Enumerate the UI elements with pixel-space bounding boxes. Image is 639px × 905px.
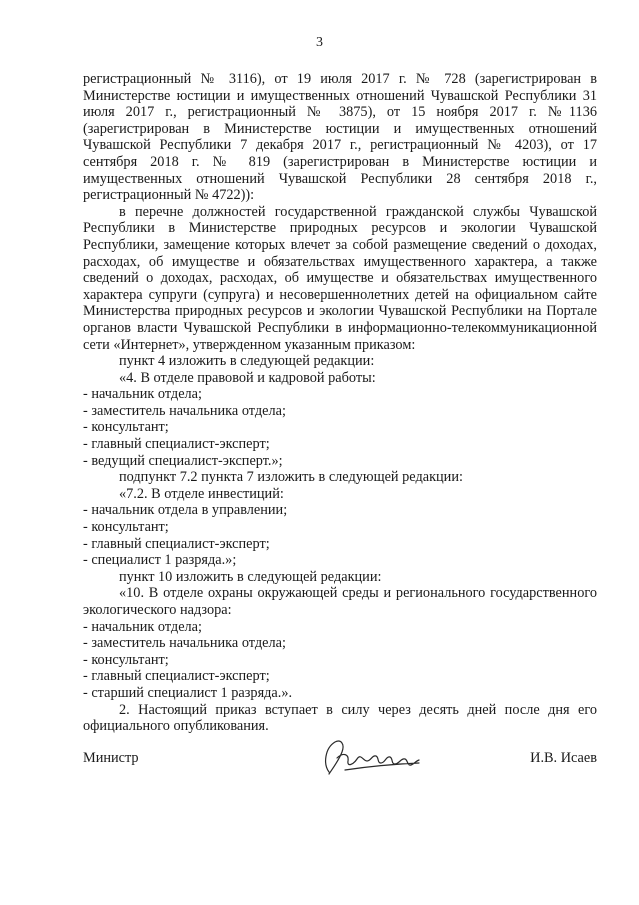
list-item: - заместитель начальника отдела; xyxy=(83,402,286,419)
item-10-intro: пункт 10 изложить в следующей редакции: xyxy=(119,568,382,585)
paragraph-registration-details: регистрационный № 3116), от 19 июля 2017 г. № 728 (зарегистрирован в Министерстве юстиции и имущественных отношений Чувашской Республики 31 июля 2017 г., регистрационный № 3875), от 15 ноября 2017 г. №1136 (зарегистрирован в Министерстве юстиции и имущественных отношений Чувашской Республики 7 декабря 2017 г., регистрационный № 4203), от 17 сентября 2018 г. № 819 (зарегистрирован в Министерстве юстиции и имущественных отношений Чувашской Республики 28 сентября 2018 г., регистрационный № 4722)): xyxy=(83,71,597,204)
item-4-list xyxy=(83,386,597,469)
item-4-intro: пункт 4 изложить в следующей редакции: xyxy=(119,353,375,370)
list-item: - начальник отдела; xyxy=(83,618,202,635)
list-item: - специалист 1 разряда.»; xyxy=(83,552,237,569)
signatory-role: Министр xyxy=(83,750,139,766)
handwritten-signature xyxy=(315,734,425,780)
list-item: - главный специалист-эксперт; xyxy=(83,535,270,552)
signature-block xyxy=(83,748,597,788)
paragraph-entry-into-force: 2. Настоящий приказ вступает в силу через десять дней после дня его официального опубликования. xyxy=(83,701,597,735)
signatory-name: И.В. Исаев xyxy=(530,750,597,766)
list-item: - главный специалист-эксперт; xyxy=(83,668,270,685)
item-10-heading: «10. В отделе охраны окружающей среды и регионального государственного экологического надзора: xyxy=(83,585,597,618)
list-item: - начальник отдела в управлении; xyxy=(83,502,288,519)
list-item: - консультант; xyxy=(83,419,169,436)
item-7-2-list xyxy=(83,502,597,568)
item-10-list xyxy=(83,619,597,702)
list-item: - главный специалист-эксперт; xyxy=(83,436,270,453)
list-item: - консультант; xyxy=(83,519,169,536)
item-7-2-intro: подпункт 7.2 пункта 7 изложить в следующей редакции: xyxy=(119,469,463,486)
item-7-2-heading: «7.2. В отделе инвестиций: xyxy=(119,485,284,502)
list-item: - начальник отдела; xyxy=(83,386,202,403)
list-item: - ведущий специалист-эксперт.»; xyxy=(83,452,283,469)
list-item: - заместитель начальника отдела; xyxy=(83,635,286,652)
page-number: 3 xyxy=(316,35,323,50)
item-4-heading: «4. В отделе правовой и кадровой работы: xyxy=(119,369,376,386)
list-item: - старший специалист 1 разряда.». xyxy=(83,684,293,701)
paragraph-position-list-intro: в перечне должностей государственной гражданской службы Чувашской Республики в Министерстве природных ресурсов и экологии Чувашской Республики, замещение которых влечет за собой размещение сведений о доходах, расходах, об имуществе и обязательствах имущественного характера, а также сведений о доходах, расходах, об имуществе и обязательствах имущественного характера супруги (супруга) и несовершеннолетних детей на официальном сайте Министерства природных ресурсов и экологии Чувашской Республики на Портале органов власти Чувашской Республики в информационно-телекоммуникационной сети «Интернет», утвержденном указанным приказом: xyxy=(83,203,597,353)
document-body xyxy=(83,71,597,735)
list-item: - консультант; xyxy=(83,651,169,668)
